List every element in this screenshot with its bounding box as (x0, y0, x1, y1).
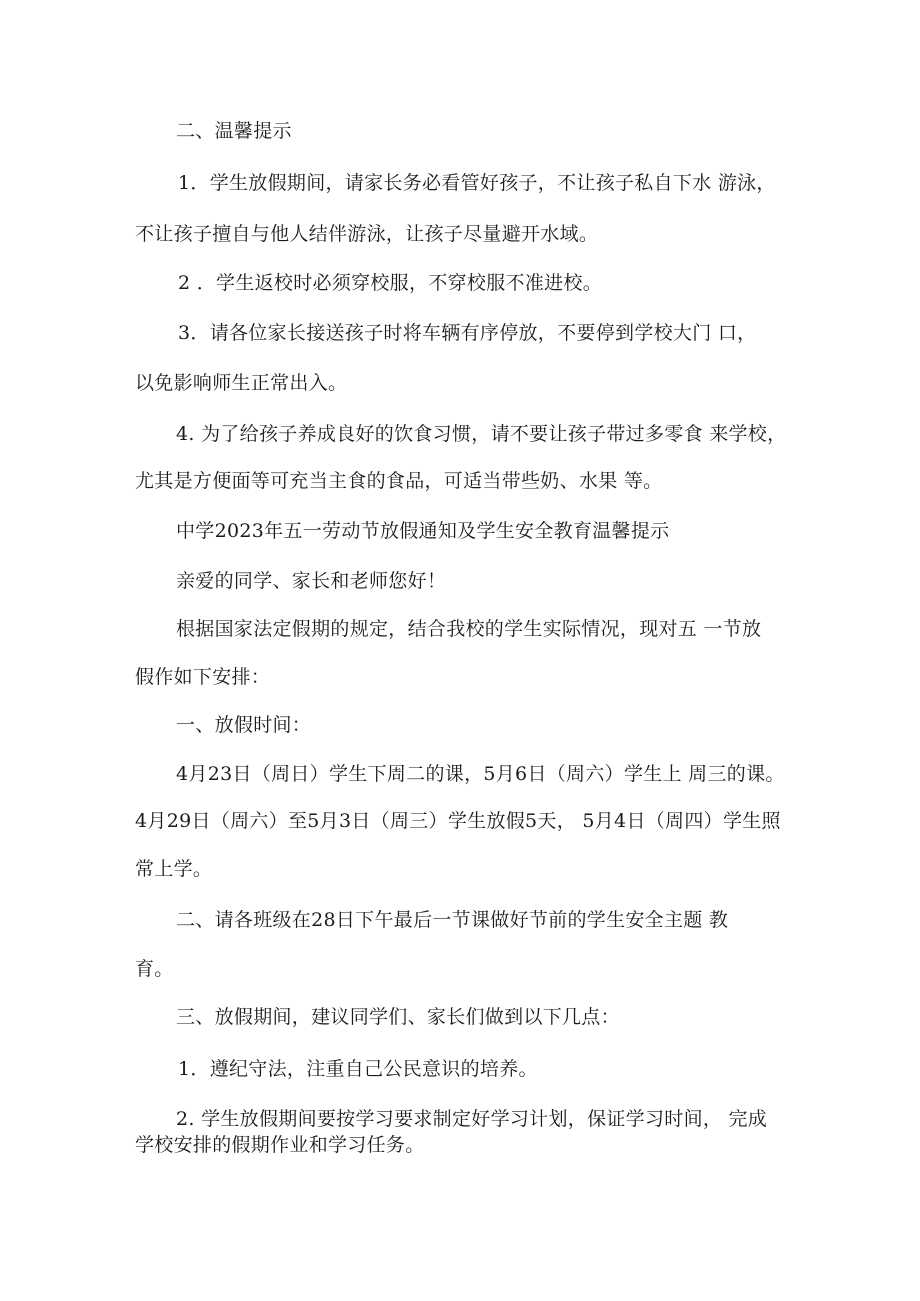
tip-3-line-2: 以免影响师生正常出入。 (135, 372, 348, 394)
intro-line-2: 假作如下安排： (135, 666, 271, 688)
suggestion-2-line-1: 2. 学生放假期间要按学习要求制定好学习计划，保证学习时间， 完成 (176, 1108, 768, 1130)
heading-holiday-time: 一、放假时间： (176, 714, 312, 736)
tip-3-line-1: 3．请各位家长接送孩子时将车辆有序停放，不要停到学校大门 口， (178, 322, 757, 344)
section-2-line-1: 二、请各班级在28日下午最后一节课做好节前的学生安全主题 教 (176, 909, 729, 931)
schedule-line-3: 常上学。 (135, 858, 213, 880)
schedule-line-1: 4月23日（周日）学生下周二的课，5月6日（周六）学生上 周三的课。 (176, 763, 785, 785)
notice-title: 中学2023年五一劳动节放假通知及学生安全教育温馨提示 (176, 520, 670, 542)
suggestion-1: 1．遵纪守法，注重自己公民意识的培养。 (178, 1058, 538, 1080)
schedule-line-2: 4月29日（周六）至5月3日（周三）学生放假5天， 5月4日（周四）学生照 (135, 810, 781, 832)
section-2-line-2: 育。 (135, 958, 174, 980)
tip-4-line-2: 尤其是方便面等可充当主食的食品，可适当带些奶、水果 等。 (135, 470, 663, 492)
heading-warm-tips: 二、温馨提示 (176, 120, 292, 142)
tip-4-line-1: 4. 为了给孩子养成良好的饮食习惯，请不要让孩子带过多零食 来学校， (176, 423, 787, 445)
tip-2: 2 ．学生返校时必须穿校服，不穿校服不准进校。 (178, 272, 603, 294)
greeting: 亲爱的同学、家长和老师您好！ (176, 570, 447, 592)
section-3-heading: 三、放假期间，建议同学们、家长们做到以下几点： (176, 1006, 620, 1028)
tip-1-line-2: 不让孩子擅自与他人结伴游泳，让孩子尽量避开水域。 (135, 223, 599, 245)
suggestion-2-line-2: 学校安排的假期作业和学习任务。 (135, 1134, 425, 1156)
intro-line-1: 根据国家法定假期的规定，结合我校的学生实际情况，现对五 一节放 (176, 618, 762, 640)
tip-1-line-1: 1．学生放假期间，请家长务必看管好孩子，不让孩子私自下水 游泳， (178, 172, 776, 194)
